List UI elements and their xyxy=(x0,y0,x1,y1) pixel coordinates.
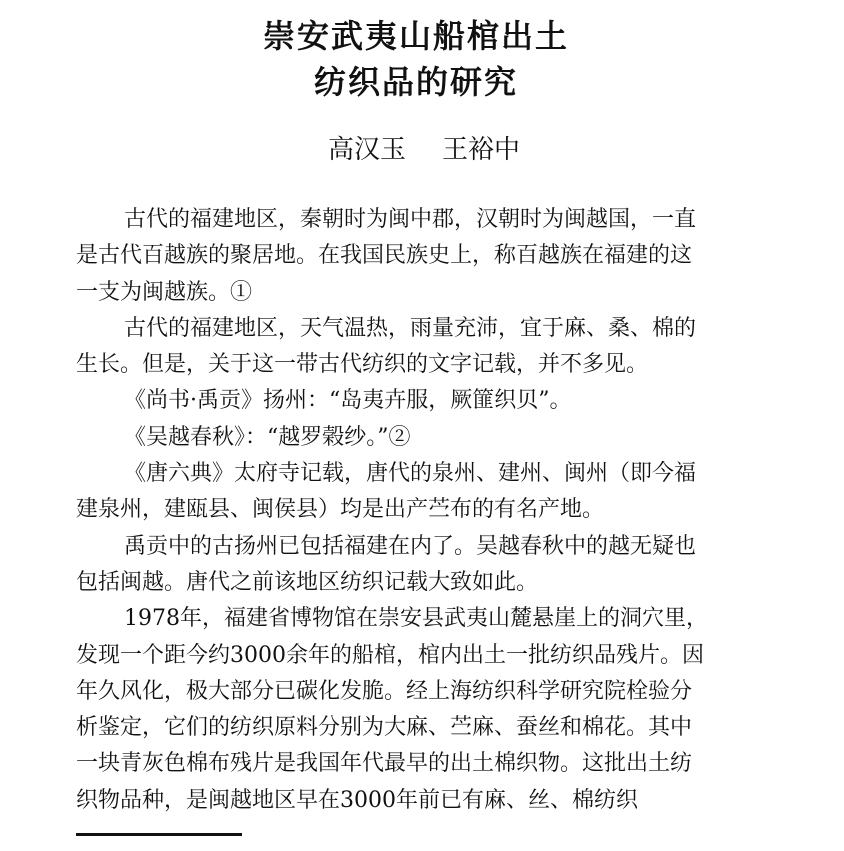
body-line: 一支为闽越族。① xyxy=(76,279,253,305)
body-line: 古代的福建地区，秦朝时为闽中郡，汉朝时为闽越国，一直 xyxy=(124,207,697,232)
body-line: 《吴越春秋》：“越罗榖纱。”② xyxy=(124,424,411,450)
watermark-fade xyxy=(668,791,758,821)
author-name: 王裕中 xyxy=(442,135,521,165)
article-title-line-1: 崇安武夷山船棺出土 xyxy=(262,17,569,55)
body-line: 一块青灰色棉布残片是我国年代最早的出土棉织物。这批出土纺 xyxy=(76,751,693,777)
body-line: 织物品种，是闽越地区早在3000年前已有麻、丝、棉纺织 xyxy=(76,787,638,813)
footnote-divider xyxy=(76,833,242,836)
body-line: 古代的福建地区，天气温热，雨量充沛，宜于麻、桑、棉的 xyxy=(124,315,697,341)
body-line: 生长。但是，关于这一带古代纺织的文字记载，并不多见。 xyxy=(76,352,649,378)
body-line: 建泉州，建瓯县、闽侯县）均是出产苎布的有名产地。 xyxy=(76,497,605,523)
body-line: 年久风化，极大部分已碳化发脆。经上海纺织科学研究院栓验分 xyxy=(76,678,693,704)
body-line: 《尚书·禹贡》扬州：“岛夷卉服，厥篚织贝”。 xyxy=(124,388,572,414)
body-line: 发现一个距今约3000余年的船棺，棺内出土一批纺织品残片。因 xyxy=(76,642,704,668)
body-line: 析鉴定，它们的纺织原料分别为大麻、苎麻、蚕丝和棉花。其中 xyxy=(76,715,693,741)
body-line: 是古代百越族的聚居地。在我国民族史上，称百越族在福建的这 xyxy=(76,243,693,269)
author-name: 高汉玉 xyxy=(327,135,406,165)
body-line: 《唐六典》太府寺记载，唐代的泉州、建州、闽州（即今福 xyxy=(124,461,697,487)
article-body xyxy=(76,202,756,819)
body-line: 禹贡中的古扬州已包括福建在内了。吴越春秋中的越无疑也 xyxy=(124,533,697,559)
article-title-line-2: 纺织品的研究 xyxy=(313,63,518,101)
body-line: 1978年，福建省博物馆在崇安县武夷山麓悬崖上的洞穴里， xyxy=(124,606,708,632)
body-line: 包括闽越。唐代之前该地区纺织记载大致如此。 xyxy=(76,569,539,595)
author-line xyxy=(2,132,844,168)
